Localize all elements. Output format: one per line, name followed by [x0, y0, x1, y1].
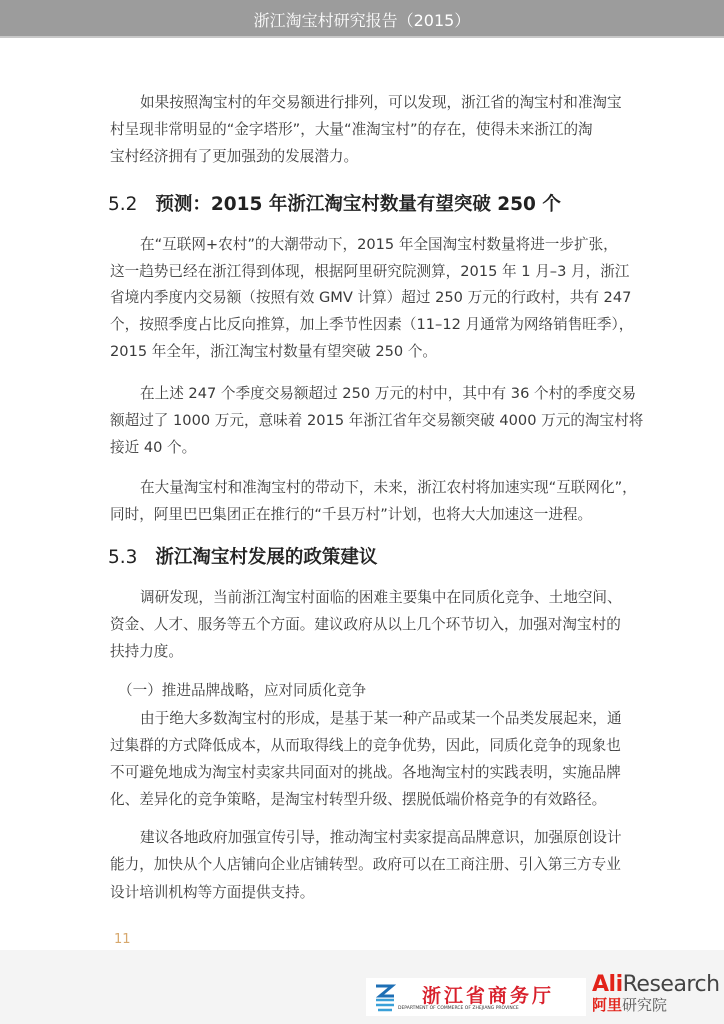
logo-ali-cn: 阿里	[592, 996, 623, 1014]
zhejiang-commerce-logo	[366, 978, 586, 1016]
para4-line: 同时，阿里巴巴集团正在推行的“千县万村”计划，也将大大加速这一进程。	[110, 506, 593, 523]
para5-line: 扶持力度。	[110, 643, 183, 660]
para2-line: 个，按照季度占比反向推算，加上季节性因素（11–12 月通常为网络销售旺季），	[110, 316, 634, 333]
para2-line: 在“互联网+农村”的大潮带动下，2015 年全国淘宝村数量将进一步扩张，	[140, 236, 618, 253]
para2-line: 这一趋势已经在浙江得到体现，根据阿里研究院测算，2015 年 1 月–3 月，浙江	[110, 263, 630, 280]
page-header	[0, 0, 724, 38]
section-title: 预测：2015 年浙江淘宝村数量有望突破 250 个	[155, 194, 561, 215]
para6-line: 化、差异化的竞争策略，是淘宝村转型升级、摆脱低端价格竞争的有效路径。	[110, 791, 607, 808]
logo-yanjiuyuan: 研究院	[622, 996, 668, 1014]
para6-line: 过集群的方式降低成本，从而取得线上的竞争优势，因此，同质化竞争的现象也	[110, 737, 621, 754]
logo-research: Research	[622, 972, 720, 997]
para4-line: 在大量淘宝村和准淘宝村的带动下，未来，浙江农村将加速实现“互联网化”，	[140, 479, 637, 496]
commerce-dept-emblem-icon	[374, 982, 396, 1012]
section53-heading	[108, 546, 377, 570]
para3-line: 在上述 247 个季度交易额超过 250 万元的村中，其中有 36 个村的季度交易	[140, 385, 637, 402]
para1-line: 宝村经济拥有了更加强劲的发展潜力。	[110, 148, 359, 165]
aliresearch-logo	[592, 972, 720, 1015]
commerce-dept-name: 浙江省商务厅	[422, 985, 555, 1007]
page-number: 11	[114, 932, 131, 947]
para1-line: 如果按照淘宝村的年交易额进行排列，可以发现，浙江省的淘宝村和准淘宝	[140, 94, 622, 111]
para6-line: 不可避免地成为淘宝村卖家共同面对的挑战。各地淘宝村的实践表明，实施品牌	[110, 764, 621, 781]
para7-line: 设计培训机构等方面提供支持。	[110, 884, 315, 901]
para2-line: 2015 年全年，浙江淘宝村数量有望突破 250 个。	[110, 343, 438, 360]
para5-line: 调研发现，当前浙江淘宝村面临的困难主要集中在同质化竞争、土地空间、	[140, 589, 622, 606]
section52-heading	[108, 193, 561, 217]
para6-line: 由于绝大多数淘宝村的形成，是基于某一种产品或某一个品类发展起来，通	[140, 710, 622, 727]
para7-line: 建议各地政府加强宣传引导，推动淘宝村卖家提高品牌意识，加强原创设计	[140, 829, 622, 846]
section-number: 5.3	[108, 547, 138, 568]
para5-line: 资金、人才、服务等五个方面。建议政府从以上几个环节切入，加强对淘宝村的	[110, 616, 621, 633]
commerce-dept-english: DEPARTMENT OF COMMERCE OF ZHEJIANG PROVINCE	[398, 1006, 519, 1011]
section-number: 5.2	[108, 194, 138, 215]
para7-line: 能力，加快从个人店铺向企业店铺转型。政府可以在工商注册、引入第三方专业	[110, 856, 621, 873]
para1-line: 村呈现非常明显的“金字塔形”，大量“准淘宝村”的存在，使得未来浙江的淘	[110, 121, 593, 138]
subheading: （一）推进品牌战略，应对同质化竞争	[118, 682, 367, 699]
report-title: 浙江淘宝村研究报告（2015）	[253, 11, 471, 30]
logo-ali: Ali	[592, 972, 623, 997]
para3-line: 接近 40 个。	[110, 439, 197, 456]
para3-line: 额超过了 1000 万元，意味着 2015 年浙江省年交易额突破 4000 万元的淘宝村将	[110, 412, 644, 429]
section-title: 浙江淘宝村发展的政策建议	[155, 547, 378, 568]
para2-line: 省境内季度内交易额（按照有效 GMV 计算）超过 250 万元的行政村，共有 247	[110, 289, 632, 306]
